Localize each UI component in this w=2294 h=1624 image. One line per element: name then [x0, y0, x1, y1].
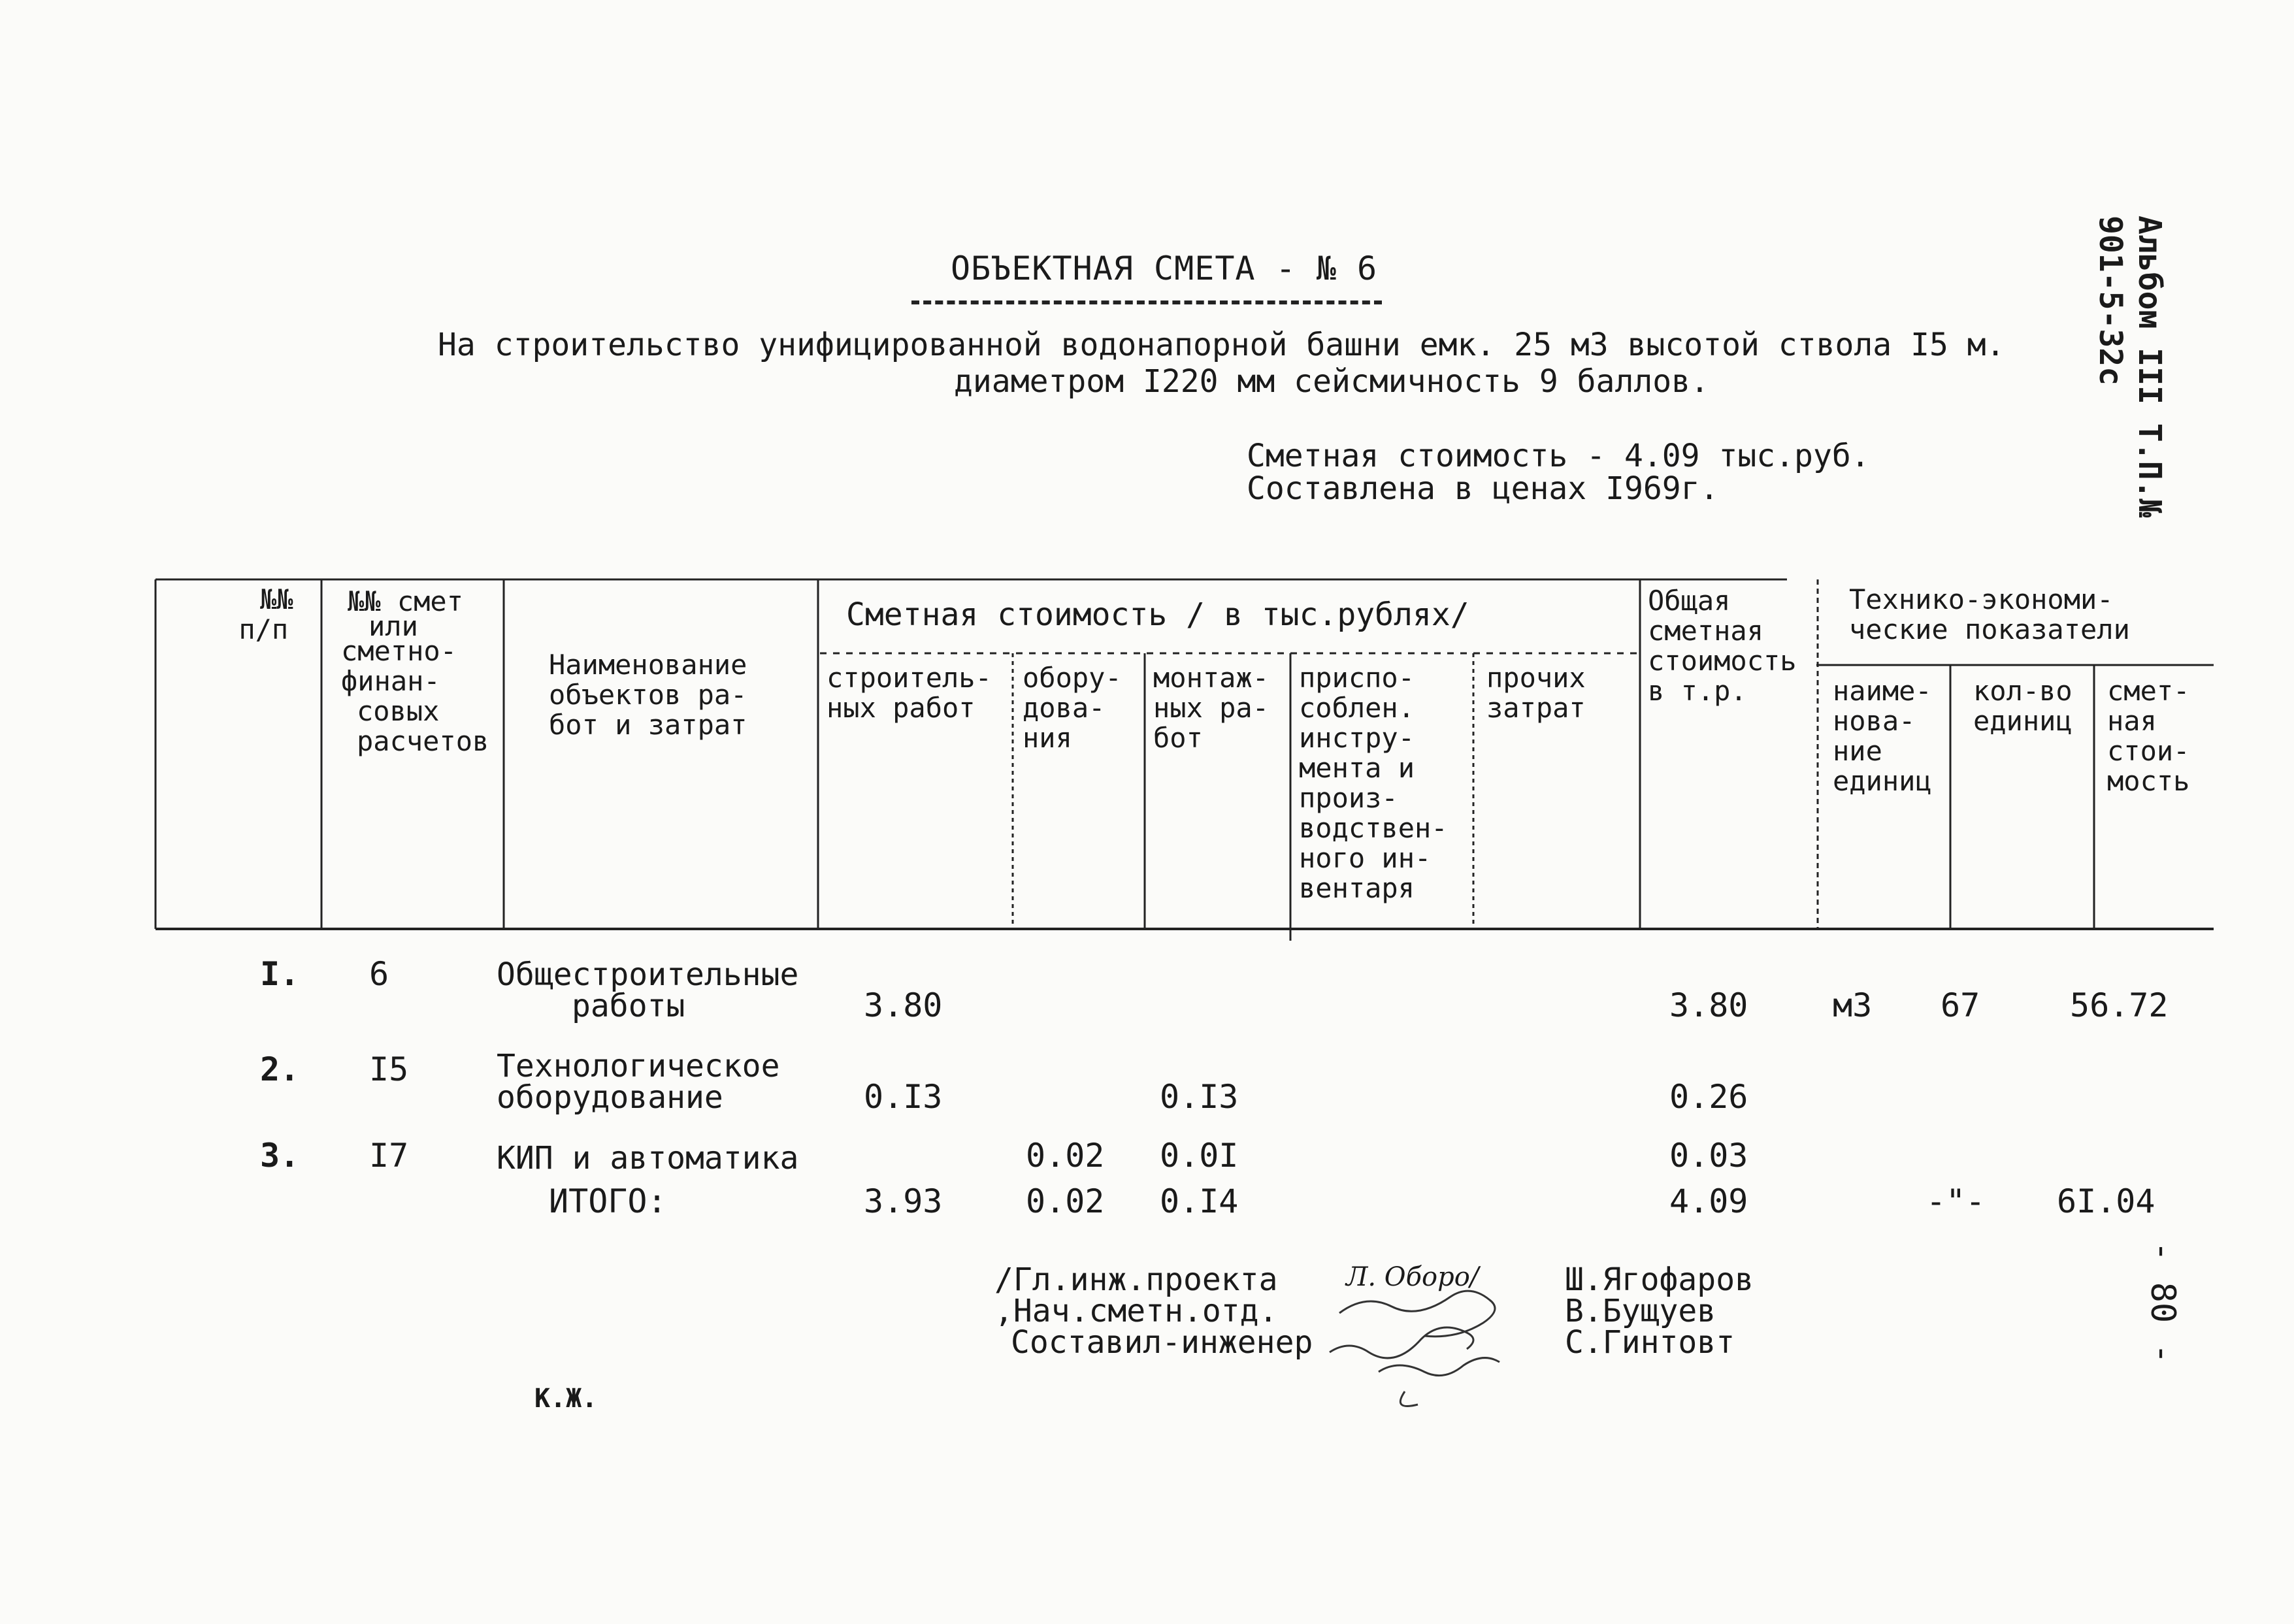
- album-code-line-2: 901-5-32с: [2092, 216, 2129, 386]
- header-unit-name: наиме- нова- ние единиц: [1833, 675, 1932, 797]
- row-1-count: 67: [1941, 986, 1980, 1024]
- signature-scribble-2: [1330, 1327, 1473, 1358]
- header-num: №№ п/п: [238, 583, 293, 645]
- header-other: прочих затрат: [1486, 662, 1586, 724]
- totals-installation: 0.I4: [1160, 1182, 1239, 1220]
- row-3-total: 0.03: [1669, 1137, 1748, 1175]
- signature-role-3: Составил-инженер: [1011, 1324, 1313, 1361]
- signature-name-1: Ш.Ягофаров: [1565, 1261, 1754, 1298]
- row-1-unit-cost: 56.72: [2070, 986, 2169, 1024]
- header-unit-cost: смет- ная стои- мость: [2107, 675, 2190, 797]
- header-estimate-num: №№ смет или сметно- финан- совых расчетов: [341, 585, 489, 757]
- album-code-line-1: Альбом III Т.П.№: [2131, 216, 2168, 518]
- signature-scribbles: [1330, 1291, 1499, 1406]
- row-1-total: 3.80: [1669, 986, 1748, 1024]
- header-unit-count: кол-во единиц: [1973, 675, 2073, 737]
- handwritten-signature: Л. Оборо/: [1346, 1262, 1479, 1292]
- row-2-estimate: I5: [369, 1050, 409, 1088]
- row-2-total: 0.26: [1669, 1078, 1748, 1116]
- page-number-text: - 80 -: [2143, 1241, 2182, 1364]
- row-2-installation: 0.I3: [1160, 1078, 1239, 1116]
- row-1-name: Общестроительные работы: [497, 956, 799, 1024]
- initials: К.Ж.: [534, 1384, 598, 1414]
- header-equipment: обору- дова- ния: [1023, 662, 1122, 754]
- header-group-cost: Сметная стоимость / в тыс.рублях/: [846, 596, 1469, 633]
- row-3-equipment: 0.02: [1026, 1137, 1105, 1175]
- totals-total: 4.09: [1669, 1182, 1748, 1220]
- header-construction: строитель- ных работ: [827, 662, 992, 724]
- row-3-estimate: I7: [369, 1137, 409, 1175]
- subtitle-line-2: диаметром I220 мм сейсмичность 9 баллов.: [954, 363, 1709, 400]
- totals-equipment: 0.02: [1026, 1182, 1105, 1220]
- document-title: ОБЪЕКТНАЯ СМЕТА - № 6: [951, 250, 1378, 287]
- row-1-unit: м3: [1833, 986, 1873, 1024]
- row-1-construction: 3.80: [864, 986, 943, 1024]
- estimated-cost: Сметная стоимость - 4.09 тыс.руб.: [1247, 438, 1870, 474]
- header-name: Наименование объектов ра- бот и затрат: [549, 649, 747, 741]
- row-2-construction: 0.I3: [864, 1078, 943, 1116]
- row-3-installation: 0.0I: [1160, 1137, 1239, 1175]
- signature-names: [1565, 1261, 1754, 1361]
- row-3-num: 3.: [260, 1137, 300, 1175]
- header-tools: приспо- соблен. инстру- мента и произ- водствен- ного ин- вентаря: [1299, 662, 1448, 904]
- header-installation: монтаж- ных ра- бот: [1153, 662, 1270, 754]
- subtitle-line-1: На строительство унифицированной водонапорной башни емк. 25 м3 высотой ствола I5 м.: [438, 327, 2005, 363]
- row-2-name: Технологическое оборудование: [497, 1048, 780, 1116]
- header-group-tech: Технико-экономи- ческие показатели: [1849, 583, 2130, 645]
- row-3-name: КИП и автоматика: [497, 1140, 799, 1177]
- price-basis: Составлена в ценах I969г.: [1247, 470, 1719, 507]
- header-total: Общая сметная стоимость в т.р.: [1648, 585, 1797, 707]
- signature-roles: [994, 1261, 1313, 1361]
- row-2-num: 2.: [260, 1050, 300, 1088]
- totals-unit-cost: 6I.04: [2057, 1182, 2155, 1220]
- totals-label: ИТОГО:: [549, 1182, 667, 1220]
- signature-scribble-3: [1379, 1358, 1499, 1406]
- totals-construction: 3.93: [864, 1182, 943, 1220]
- signature-role-1: /Гл.инж.проекта: [994, 1261, 1278, 1298]
- totals-count: -"-: [1926, 1182, 1986, 1220]
- row-1-estimate: 6: [369, 955, 389, 993]
- row-1-num: I.: [260, 955, 300, 993]
- signature-name-2: В.Бущуев: [1565, 1293, 1716, 1329]
- signature-scribble-1: [1339, 1291, 1495, 1337]
- signature-name-3: С.Гинтовт: [1565, 1324, 1735, 1361]
- signature-role-2: ,Нач.сметн.отд.: [994, 1293, 1278, 1329]
